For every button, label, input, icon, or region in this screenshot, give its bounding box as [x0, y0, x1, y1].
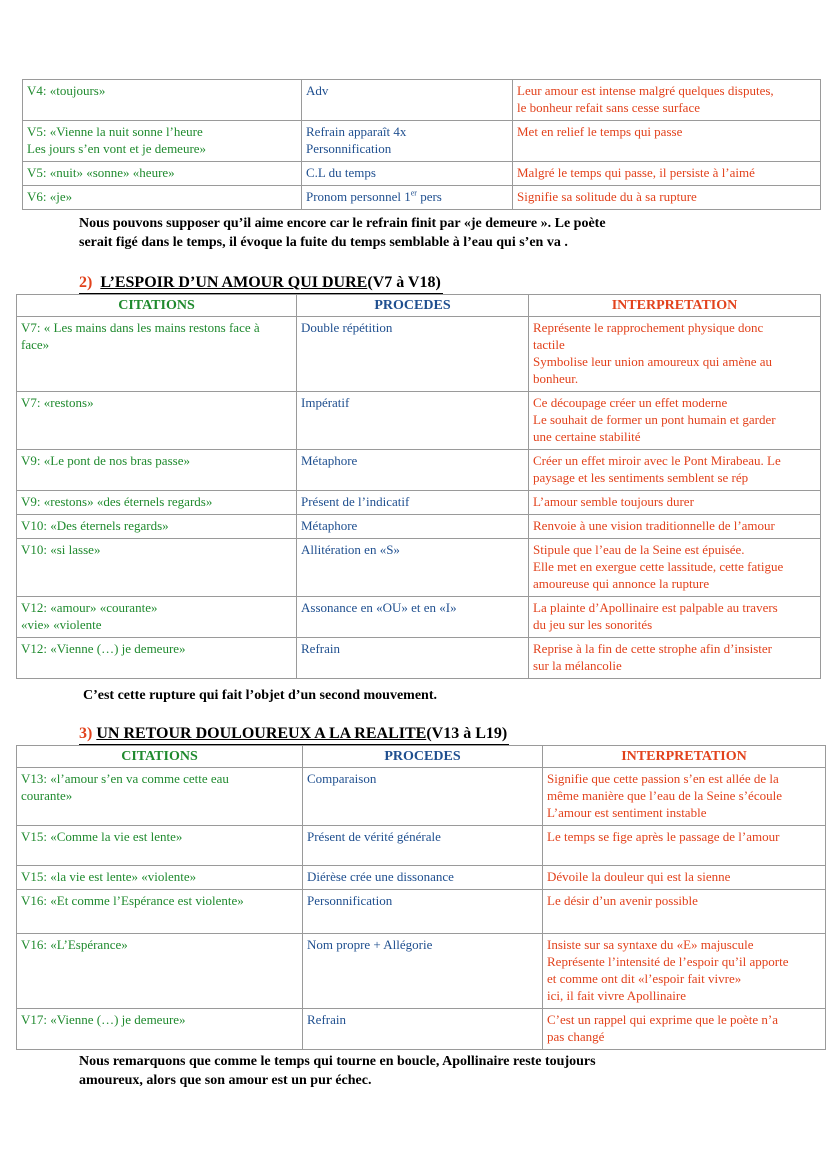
table-row [23, 162, 821, 186]
citation-cell: V16: «Et comme l’Espérance est violente» [17, 890, 303, 934]
citation-cell: V16: «L’Espérance» [17, 934, 303, 1009]
header-interpretation: INTERPRETATION [543, 746, 826, 768]
citation-cell: V10: «Des éternels regards» [17, 515, 297, 539]
table-row [17, 450, 821, 491]
interpretation-cell: Renvoie à une vision traditionnelle de l’amour [529, 515, 821, 539]
interpretation-cell: Le désir d’un avenir possible [543, 890, 826, 934]
header-interpretation: INTERPRETATION [529, 295, 821, 317]
table-row [23, 80, 821, 121]
table-row [17, 768, 826, 826]
table-row [23, 186, 821, 210]
table-row [17, 392, 821, 450]
table-2 [16, 294, 821, 679]
table-row [17, 826, 826, 866]
procede-cell: C.L du temps [302, 162, 513, 186]
header-citations: CITATIONS [17, 746, 303, 768]
citation-cell: V9: «restons» «des éternels regards» [17, 491, 297, 515]
citation-cell: V13: «l’amour s’en va comme cette eau courante» [17, 768, 303, 826]
header-citations: CITATIONS [17, 295, 297, 317]
interpretation-cell: Leur amour est intense malgré quelques disputes, le bonheur refait sans cesse surface [513, 80, 821, 121]
interpretation-cell: Insiste sur sa syntaxe du «E» majuscule Représente l’intensité de l’espoir qu’il apporte et comme ont dit «l’espoir fait vivre» ici, il fait vivre Apollinaire [543, 934, 826, 1009]
citation-cell: V15: «Comme la vie est lente» [17, 826, 303, 866]
table-3 [16, 745, 826, 1050]
interpretation-cell: Dévoile la douleur qui est la sienne [543, 866, 826, 890]
citation-cell: V15: «la vie est lente» «violente» [17, 866, 303, 890]
procede-cell: Allitération en «S» [297, 539, 529, 597]
procede-cell: Métaphore [297, 515, 529, 539]
table-row [23, 121, 821, 162]
header-procedes: PROCEDES [303, 746, 543, 768]
interpretation-cell: Malgré le temps qui passe, il persiste à l’aimé [513, 162, 821, 186]
procede-cell: Comparaison [303, 768, 543, 826]
citation-cell: V6: «je» [23, 186, 302, 210]
procede-cell: Nom propre + Allégorie [303, 934, 543, 1009]
interpretation-cell: Représente le rapprochement physique donc tactile Symbolise leur union amoureux qui amène au bonheur. [529, 317, 821, 392]
header-procedes: PROCEDES [297, 295, 529, 317]
section-3-heading: 3) UN RETOUR DOULOUREUX A LA REALITE(V13 à L19) [79, 724, 509, 745]
citation-cell: V7: «restons» [17, 392, 297, 450]
interpretation-cell: Met en relief le temps qui passe [513, 121, 821, 162]
citation-cell: V5: «Vienne la nuit sonne l’heure Les jours s’en vont et je demeure» [23, 121, 302, 162]
procede-cell: Présent de vérité générale [303, 826, 543, 866]
interpretation-cell: Signifie sa solitude du à sa rupture [513, 186, 821, 210]
procede-cell: Diérèse crée une dissonance [303, 866, 543, 890]
section-2-heading: 2) L’ESPOIR D’UN AMOUR QUI DURE(V7 à V18) [79, 273, 443, 294]
interpretation-cell: Ce découpage créer un effet moderne Le souhait de former un pont humain et garder une certaine stabilité [529, 392, 821, 450]
table-row [17, 890, 826, 934]
citation-cell: V5: «nuit» «sonne» «heure» [23, 162, 302, 186]
table-header-row [17, 295, 821, 317]
procede-cell: Refrain [303, 1009, 543, 1050]
citation-cell: V4: «toujours» [23, 80, 302, 121]
citation-cell: V17: «Vienne (…) je demeure» [17, 1009, 303, 1050]
table-row [17, 934, 826, 1009]
interpretation-cell: Signifie que cette passion s’en est allée de la même manière que l’eau de la Seine s’écoule L’amour est sentiment instable [543, 768, 826, 826]
paragraph-3: Nous remarquons que comme le temps qui tourne en boucle, Apollinaire reste toujours amoureux, alors que son amour est un pur échec. [79, 1054, 596, 1088]
table-row [17, 638, 821, 679]
citation-cell: V12: «Vienne (…) je demeure» [17, 638, 297, 679]
interpretation-cell: La plainte d’Apollinaire est palpable au travers du jeu sur les sonorités [529, 597, 821, 638]
citation-cell: V12: «amour» «courante» «vie» «violente [17, 597, 297, 638]
procede-cell: Métaphore [297, 450, 529, 491]
interpretation-cell: C’est un rappel qui exprime que le poète n’a pas changé [543, 1009, 826, 1050]
procede-cell: Refrain apparaît 4x Personnification [302, 121, 513, 162]
table-row [17, 866, 826, 890]
table-1 [22, 79, 821, 210]
interpretation-cell: L’amour semble toujours durer [529, 491, 821, 515]
procede-cell: Refrain [297, 638, 529, 679]
table-row [17, 539, 821, 597]
table-header-row [17, 746, 826, 768]
paragraph-1: Nous pouvons supposer qu’il aime encore car le refrain finit par «je demeure ». Le poète serait figé dans le temps, il évoque la fuite du temps semblable à l’eau qui s’en va . [79, 216, 606, 250]
citation-cell: V7: « Les mains dans les mains restons face à face» [17, 317, 297, 392]
procede-cell: Présent de l’indicatif [297, 491, 529, 515]
interpretation-cell: Le temps se fige après le passage de l’amour [543, 826, 826, 866]
table-row [17, 515, 821, 539]
procede-cell: Double répétition [297, 317, 529, 392]
procede-cell: Adv [302, 80, 513, 121]
interpretation-cell: Stipule que l’eau de la Seine est épuisée. Elle met en exergue cette lassitude, cette fatigue amoureuse qui annonce la rupture [529, 539, 821, 597]
interpretation-cell: Reprise à la fin de cette strophe afin d’insister sur la mélancolie [529, 638, 821, 679]
paragraph-2: C’est cette rupture qui fait l’objet d’un second mouvement. [83, 688, 437, 703]
interpretation-cell: Créer un effet miroir avec le Pont Mirabeau. Le paysage et les sentiments semblent se rép [529, 450, 821, 491]
table-row [17, 491, 821, 515]
procede-cell: Pronom personnel 1er pers [302, 186, 513, 210]
table-row [17, 597, 821, 638]
table-row [17, 1009, 826, 1050]
procede-cell: Assonance en «OU» et en «I» [297, 597, 529, 638]
table-row [17, 317, 821, 392]
citation-cell: V10: «si lasse» [17, 539, 297, 597]
procede-cell: Impératif [297, 392, 529, 450]
procede-cell: Personnification [303, 890, 543, 934]
citation-cell: V9: «Le pont de nos bras passe» [17, 450, 297, 491]
